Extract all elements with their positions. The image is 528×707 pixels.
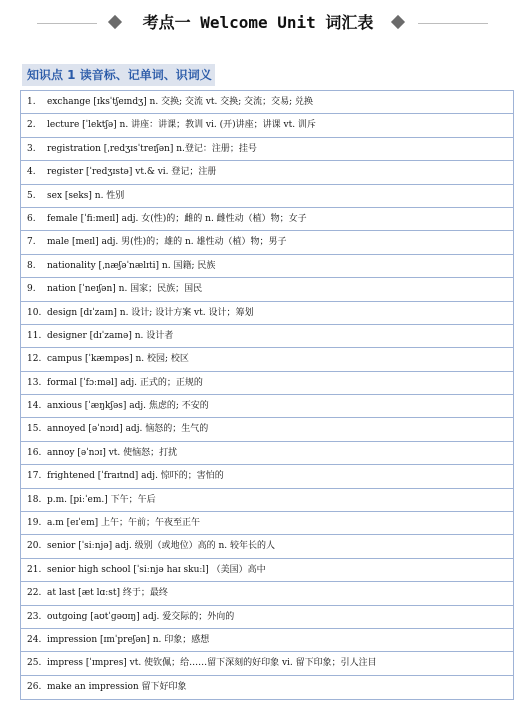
vocab-row <box>21 582 513 605</box>
entry-text: a.m [eɪˈem] 上午；午前；午夜至正午 <box>47 518 201 529</box>
entry-text: annoyed [əˈnɔɪd] adj. 恼怒的；生气的 <box>47 424 209 435</box>
entry-text: at last [æt lɑːst] 终于；最终 <box>47 588 168 599</box>
entry-text: sex [seks] n. 性别 <box>47 190 125 201</box>
vocab-row <box>21 629 513 652</box>
vocab-row <box>21 161 513 184</box>
entry-text: designer [dɪˈzaɪnə] n. 设计者 <box>47 330 174 341</box>
entry-number: 11. <box>27 330 42 341</box>
entry-number: 22. <box>27 588 42 599</box>
title-bar <box>0 8 528 38</box>
entry-number: 4. <box>27 167 36 178</box>
entry-number: 14. <box>27 401 42 412</box>
title-divider-left <box>37 23 97 24</box>
entry-text: design [dɪˈzaɪn] n. 设计; 设计方案 vt. 设计；筹划 <box>47 307 254 318</box>
entry-text: p.m. [piːˈem.] 下午；午后 <box>47 494 156 505</box>
entry-text: campus [ˈkæmpəs] n. 校园; 校区 <box>47 354 189 365</box>
entry-text: annoy [əˈnɔɪ] vt. 使恼怒；打扰 <box>47 447 178 458</box>
entry-number: 9. <box>27 284 36 295</box>
entry-number: 23. <box>27 611 42 622</box>
entry-number: 21. <box>27 564 42 575</box>
entry-number: 20. <box>27 541 42 552</box>
vocab-row <box>21 348 513 371</box>
title-divider-right <box>418 23 488 24</box>
vocab-row <box>21 535 513 558</box>
entry-text: lecture [ˈlektʃə] n. 讲座：讲课；教训 vi. (开)讲座；讲课 vt. 训斥 <box>47 120 316 131</box>
entry-text: formal [ˈfɔːməl] adj. 正式的；正规的 <box>47 377 203 388</box>
diamond-icon <box>108 15 122 29</box>
entry-text: outgoing [aʊtˈɡəʊɪŋ] adj. 爱交际的；外向的 <box>47 611 235 622</box>
entry-number: 12. <box>27 354 42 365</box>
vocab-row <box>21 278 513 301</box>
vocab-row <box>21 559 513 582</box>
entry-text: impress [ˈɪmpres] vt. 使钦佩；给……留下深刻的好印象 vi. 留下印象；引人注目 <box>47 658 377 669</box>
entry-number: 17. <box>27 471 42 482</box>
entry-number: 6. <box>27 213 36 224</box>
entry-text: senior [ˈsiːnjə] adj. 级别（或地位）高的 n. 较年长的人 <box>47 541 276 552</box>
vocab-row <box>21 512 513 535</box>
entry-text: impression [ɪmˈpreʃən] n. 印象；感想 <box>47 634 210 645</box>
entry-text: exchange [ɪksˈtʃeɪndʒ] n. 交换; 交流 vt. 交换; 交流；交易; 兑换 <box>47 97 314 107</box>
vocab-row <box>21 302 513 325</box>
vocab-row <box>21 138 513 161</box>
vocab-row <box>21 606 513 629</box>
entry-text: senior high school [ˈsiːnjə haɪ skuːl] （美国）高中 <box>47 564 266 575</box>
section-heading: 知识点 1 读音标、记单词、识词义 <box>22 64 215 86</box>
vocab-row <box>21 185 513 208</box>
vocab-row <box>21 372 513 395</box>
entry-number: 8. <box>27 260 36 271</box>
entry-text: nationality [ˌnæʃəˈnælɪti] n. 国籍; 民族 <box>47 260 216 271</box>
entry-number: 7. <box>27 237 36 248</box>
entry-text: register [ˈredʒɪstə] vt.& vi. 登记；注册 <box>47 167 217 178</box>
entry-number: 26. <box>27 681 42 692</box>
entry-number: 10. <box>27 307 42 318</box>
entry-text: frightened [ˈfraɪtnd] adj. 惊吓的；害怕的 <box>47 471 224 482</box>
entry-number: 2. <box>27 120 36 131</box>
vocab-row <box>21 231 513 254</box>
vocab-row <box>21 255 513 278</box>
vocab-row <box>21 208 513 231</box>
entry-number: 13. <box>27 377 42 388</box>
vocab-row <box>21 114 513 137</box>
vocab-row <box>21 465 513 488</box>
vocab-row <box>21 395 513 418</box>
vocab-table <box>20 90 514 700</box>
vocab-row <box>21 652 513 675</box>
entry-text: registration [ˌredʒɪsˈtreɪʃən] n.登记：注册；挂号 <box>47 143 257 154</box>
entry-text: nation [ˈneɪʃən] n. 国家；民族；国民 <box>47 284 203 295</box>
entry-number: 3. <box>27 143 36 154</box>
vocab-row <box>21 676 513 699</box>
page-title: 考点一 Welcome Unit 词汇表 <box>142 13 374 32</box>
entry-number: 18. <box>27 494 42 505</box>
vocab-row <box>21 91 513 114</box>
entry-number: 24. <box>27 634 42 645</box>
entry-text: female [ˈfiːmeɪl] adj. 女(性)的；雌的 n. 雌性动（植）物；女子 <box>47 213 307 224</box>
entry-text: make an impression 留下好印象 <box>47 681 187 692</box>
vocab-row <box>21 442 513 465</box>
entry-number: 5. <box>27 190 36 201</box>
vocab-row <box>21 418 513 441</box>
entry-text: anxious [ˈæŋkʃəs] adj. 焦虑的; 不安的 <box>47 401 209 412</box>
entry-number: 15. <box>27 424 42 435</box>
entry-number: 25. <box>27 658 42 669</box>
entry-number: 1. <box>27 97 36 107</box>
vocab-row <box>21 489 513 512</box>
entry-text: male [meɪl] adj. 男(性)的；雄的 n. 雄性动（植）物；男子 <box>47 237 287 248</box>
vocab-row <box>21 325 513 348</box>
diamond-icon <box>391 15 405 29</box>
entry-number: 16. <box>27 447 42 458</box>
entry-number: 19. <box>27 518 42 529</box>
